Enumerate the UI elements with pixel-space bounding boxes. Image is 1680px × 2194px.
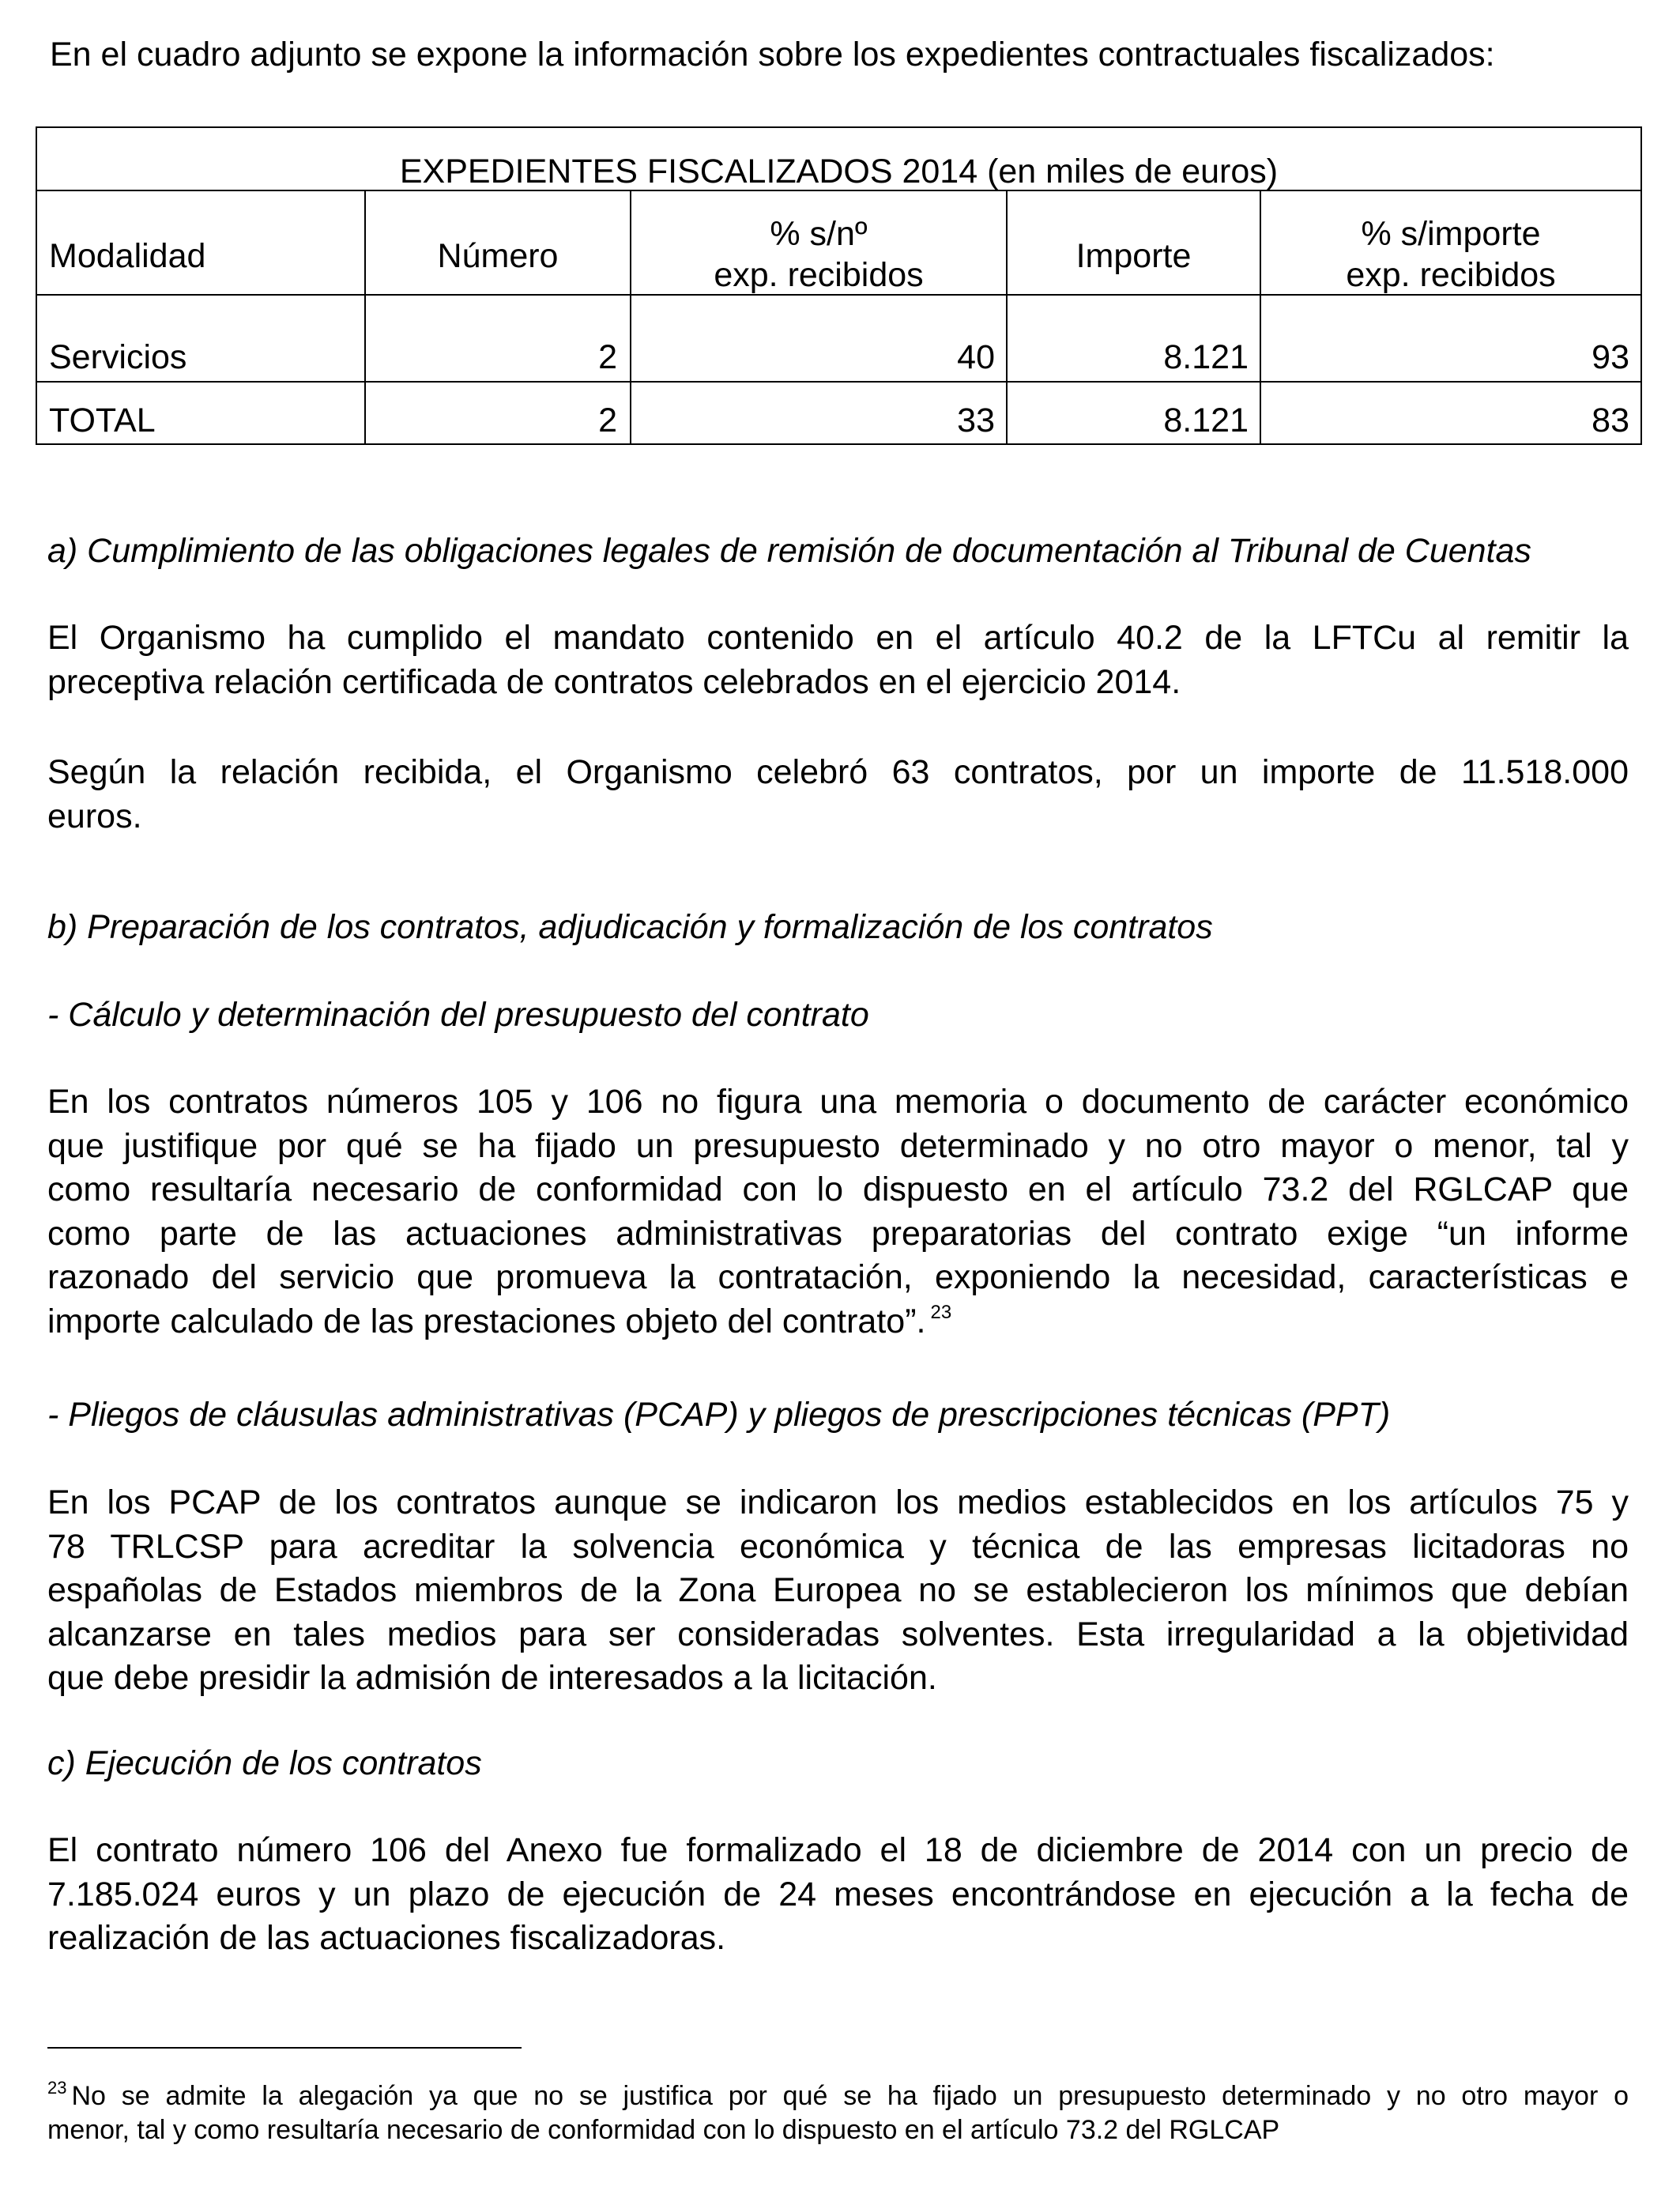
header-numero: Número: [437, 237, 559, 275]
row-servicios-pct-imp: 93: [1591, 338, 1629, 376]
header-pct-num-line2: exp. recibidos: [714, 256, 924, 294]
section-c-paragraph-1: [47, 1829, 1629, 1961]
row-servicios-numero: 2: [598, 338, 617, 376]
section-b-subheading-2: - Pliegos de cláusulas administrativas (PCAP) y pliegos de prescripciones técnicas (PPT): [47, 1396, 1391, 1434]
row-servicios-modalidad: Servicios: [49, 338, 187, 376]
row-total-numero: 2: [598, 401, 617, 439]
section-a-heading: a) Cumplimiento de las obligaciones legales de remisión de documentación al Tribunal de Cuentas: [47, 532, 1531, 570]
row-servicios-importe: 8.121: [1163, 338, 1249, 376]
paragraph-line: que debe presidir la admisión de interesados a la licitación.: [47, 1659, 937, 1697]
paragraph-line: preceptiva relación certificada de contratos celebrados en el ejercicio 2014.: [47, 662, 1181, 701]
footnote: [47, 2079, 1629, 2147]
table-row-divider: [37, 381, 1640, 383]
paragraph-line: El contrato número 106 del Anexo fue formalizado el 18 de diciembre de 2014 con un precio de: [47, 1831, 1629, 1869]
paragraph-line: En los contratos números 105 y 106 no figura una memoria o documento de carácter económico: [47, 1083, 1629, 1121]
paragraph-line: que justifique por qué se ha fijado un presupuesto determinado y no otro mayor o menor, tal y: [47, 1126, 1629, 1165]
header-pct-num-line1: % s/nº: [770, 215, 868, 253]
row-total-pct-imp: 83: [1591, 401, 1629, 439]
row-servicios-pct-num: 40: [957, 338, 995, 376]
paragraph-line-text: importe calculado de las prestaciones objeto del contrato”.: [47, 1302, 926, 1340]
paragraph-line: euros.: [47, 797, 142, 835]
row-total-importe: 8.121: [1163, 401, 1249, 439]
paragraph-line: alcanzarse en tales medios para ser consideradas solventes. Esta irregularidad a la objetividad: [47, 1615, 1629, 1653]
header-importe: Importe: [1075, 237, 1192, 275]
paragraph-line: españolas de Estados miembros de la Zona Europea no se establecieron los mínimos que debían: [47, 1571, 1629, 1609]
paragraph-line: como resultaría necesario de conformidad con lo dispuesto en el artículo 73.2 del RGLCAP que: [47, 1171, 1629, 1208]
section-b-subheading-1: - Cálculo y determinación del presupuesto del contrato: [47, 996, 869, 1034]
section-a-paragraph-1: [47, 616, 1629, 704]
paragraph-line: En los PCAP de los contratos aunque se indicaron los medios establecidos en los artículos 75 y: [47, 1483, 1629, 1521]
footnote-number: 23: [47, 2078, 67, 2098]
paragraph-line: Según la relación recibida, el Organismo celebró 63 contratos, por un importe de 11.518.000: [47, 753, 1629, 791]
paragraph-line: 78 TRLCSP para acreditar la solvencia económica y técnica de las empresas licitadoras no: [47, 1527, 1629, 1566]
paragraph-line: razonado del servicio que promueva la contratación, exponiendo la necesidad, características e: [47, 1258, 1629, 1296]
section-a-paragraph-2: [47, 751, 1629, 839]
paragraph-line: [47, 1300, 1629, 1344]
row-total-modalidad: TOTAL: [49, 401, 156, 439]
expedientes-table: [36, 126, 1642, 445]
paragraph-line: como parte de las actuaciones administrativas preparatorias del contrato exige “un informe: [47, 1214, 1629, 1253]
section-b-paragraph-1: [47, 1080, 1629, 1344]
table-caption: EXPEDIENTES FISCALIZADOS 2014 (en miles de euros): [37, 128, 1640, 191]
footnote-line: [47, 2079, 1629, 2113]
paragraph-line: 7.185.024 euros y un plazo de ejecución de 24 meses encontrándose en ejecución a la fecha de: [47, 1875, 1629, 1913]
section-b-heading: b) Preparación de los contratos, adjudicación y formalización de los contratos: [47, 908, 1213, 946]
intro-text: En el cuadro adjunto se expone la información sobre los expedientes contractuales fiscalizados:: [50, 36, 1495, 74]
footnote-line-text: No se admite la alegación ya que no se justifica por qué se ha fijado un presupuesto determinado y no otro mayor o: [71, 2081, 1629, 2111]
section-b-paragraph-2: [47, 1481, 1629, 1701]
footnote-reference[interactable]: 23: [930, 1301, 952, 1323]
section-c-heading: c) Ejecución de los contratos: [47, 1744, 482, 1782]
footnote-separator: [47, 2047, 522, 2049]
header-modalidad: Modalidad: [49, 237, 206, 275]
footnote-line: menor, tal y como resultaría necesario de conformidad con lo dispuesto en el artículo 73.2 del RGLCAP: [47, 2115, 1280, 2145]
header-pct-imp-line1: % s/importe: [1361, 215, 1541, 253]
paragraph-line: realización de las actuaciones fiscalizadoras.: [47, 1919, 726, 1957]
paragraph-line: El Organismo ha cumplido el mandato contenido en el artículo 40.2 de la LFTCu al remitir la: [47, 619, 1629, 657]
header-pct-imp-line2: exp. recibidos: [1346, 256, 1556, 294]
row-total-pct-num: 33: [957, 401, 995, 439]
